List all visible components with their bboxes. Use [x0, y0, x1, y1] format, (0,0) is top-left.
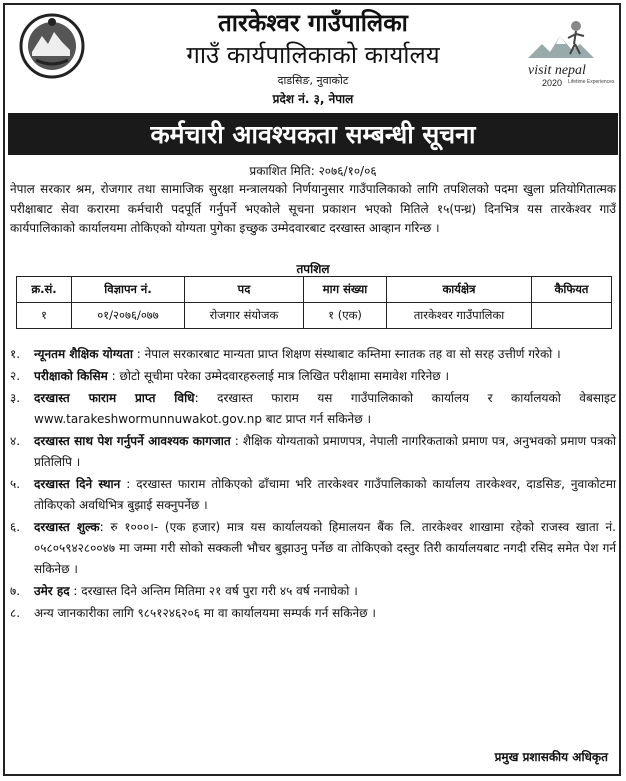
item-number: २. — [10, 369, 21, 383]
item-label: परीक्षाको किसिम — [34, 369, 108, 383]
item-number: ७. — [10, 584, 21, 598]
nepal-government-emblem-icon — [18, 12, 86, 80]
logo-brand: visit nepal — [528, 63, 586, 78]
list-item — [10, 366, 616, 387]
list-item — [10, 603, 616, 624]
cell-post: रोजगार संयोजक — [185, 303, 304, 329]
item-label: दरखास्त दिने स्थान — [34, 477, 121, 491]
intro-paragraph: नेपाल सरकार श्रम, रोजगार तथा सामाजिक सुरक्षा मन्त्रालयको निर्णयानुसार गाउँपालिकाको लागि तपशिलको पदमा खुला प्रतियोगितात्मक परीक्षाबाट सेवा करारमा कर्मचारी पदपूर्ति गर्नुपर्ने भएकोले सूचना प्रकाशन भएको मितिले १५(पन्ध्र) दिनभित्र यस तारकेश्वर गाउँ कार्यपालिकाको कार्यालयमा तोकिएको योग्यता पुगेका इच्छुक उम्मेदवारबाट दरखास्त आव्हान गरिन्छ । — [10, 182, 616, 235]
item-text: : रु १०००।- (एक हजार) मात्र यस कार्यालयको हिमालयन बैंक लि. तारकेश्वर शाखामा रहेको राजस्व खाता नं. ०५८०५९४२८००४७ मा जम्मा गरी सोको सक्कली भौचर बुझाउनु पर्नेछ वा तोकिएको दस्तुर तिरी कार्यालयबाट नगदी रसिद समेत पेश गर्न सकिनेछ । — [34, 520, 616, 576]
item-label: दरखास्त फाराम प्राप्त विधि — [34, 391, 195, 405]
municipality-title: तारकेश्वर गाउँपालिका — [218, 9, 408, 37]
item-label: उमेर हद — [34, 584, 70, 598]
list-item — [10, 431, 616, 473]
item-number: १. — [10, 347, 21, 361]
vacancy-table — [16, 276, 612, 329]
table-row — [17, 303, 612, 329]
cell-sn: १ — [17, 303, 72, 329]
published-date: प्रकाशित मिति: २०७६/१०/०६ — [249, 164, 377, 178]
item-number: ६. — [10, 520, 21, 534]
table-title: तपशिल — [296, 262, 330, 276]
list-item — [10, 344, 616, 365]
item-number: ४. — [10, 434, 21, 448]
conditions-list — [10, 344, 616, 625]
header — [0, 0, 626, 112]
logo-tagline: Lifetime Experiences — [568, 79, 615, 85]
visit-nepal-logo — [520, 14, 615, 90]
address: दाडसिङ, नुवाकोट — [277, 74, 349, 87]
col-sn: क्र.सं. — [17, 277, 72, 303]
col-workplace: कार्यक्षेत्र — [387, 277, 532, 303]
cell-quantity: १ (एक) — [304, 303, 387, 329]
item-number: ८. — [10, 606, 21, 620]
logo-year: 2020 — [542, 78, 563, 88]
col-remarks: कैफियत — [532, 277, 612, 303]
office-title: गाउँ कार्यपालिकाको कार्यालय — [186, 41, 440, 69]
item-text: : छोटो सूचीमा परेका उम्मेदवारहरुलाई मात्र लिखित परीक्षामा समावेश गरिनेछ । — [107, 369, 450, 383]
item-label: दरखास्त साथ पेश गर्नुपर्ने आवश्यक कागजात — [34, 434, 231, 448]
list-item — [10, 517, 616, 580]
cell-remarks — [532, 303, 612, 329]
table-header-row — [17, 277, 612, 303]
item-text: : नेपाल सरकारबाट मान्यता प्राप्त शिक्षण संस्थाबाट कम्तिमा स्नातक तह वा सो सरह उत्तीर्ण गरेको । — [132, 347, 561, 361]
province: प्रदेश नं. ३, नेपाल — [272, 92, 354, 106]
item-text: : दरखास्त फाराम तोकिएको ढाँचामा भरि तारकेश्वर गाउँपालिकाको कार्यालय तारकेश्वर, दाडसिङ, नुवाकोटमा तोकिएको अवधिभित्र बुझाई सक्नुपर्नेछ । — [34, 477, 616, 512]
item-number: ३. — [10, 391, 21, 405]
item-text: : शैक्षिक योग्यताको प्रमाणपत्र, नेपाली नागरिकताको प्रमाण पत्र, अनुभवको प्रमाण पत्रको प्रतिलिपि । — [34, 434, 616, 469]
notice-heading: कर्मचारी आवश्यकता सम्बन्धी सूचना — [8, 113, 618, 155]
item-text: अन्य जानकारीका लागि ९८५१२४६२०६ मा वा कार्यालयमा सम्पर्क गर्न सकिनेछ । — [34, 606, 376, 620]
cell-ad-no: ०१/२०७६/०७७ — [72, 303, 185, 329]
list-item — [10, 581, 616, 602]
list-item — [10, 388, 616, 430]
item-number: ५. — [10, 477, 21, 491]
list-item — [10, 474, 616, 516]
col-ad-no: विज्ञापन नं. — [72, 277, 185, 303]
col-post: पद — [185, 277, 304, 303]
signature-title: प्रमुख प्रशासकीय अधिकृत — [494, 750, 608, 764]
item-text: : दरखास्त दिने अन्तिम मितिमा २१ वर्ष पुरा गरी ४५ वर्ष ननाघेको । — [69, 584, 358, 598]
cell-workplace: तारकेश्वर गाउँपालिका — [387, 303, 532, 329]
col-quantity: माग संख्या — [304, 277, 387, 303]
item-label: न्यूनतम शैक्षिक योग्यता — [34, 347, 133, 361]
item-label: दरखास्त शुल्क — [34, 520, 100, 534]
item-text: : दरखास्त फाराम यस गाउँपालिकाको कार्यालय र कार्यालयको वेबसाइट www.tarakeshwormunnuwakot.gov.np बाट प्राप्त गर्न सकिनेछ । — [34, 391, 616, 426]
